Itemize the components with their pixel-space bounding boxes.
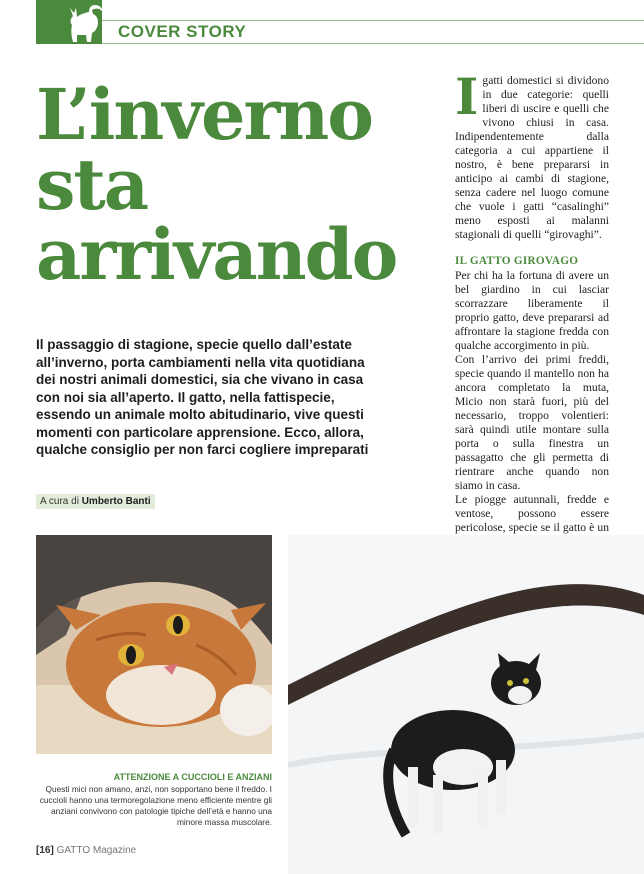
photo-cat-in-snow [288, 535, 644, 874]
page-number: [16] [36, 845, 54, 856]
byline [36, 494, 155, 509]
section-label: COVER STORY [118, 22, 247, 41]
body-column [455, 67, 609, 563]
header-rule-top [102, 20, 644, 21]
header-rule-bottom [102, 43, 644, 44]
photo-orange-cat-under-blanket [36, 535, 272, 754]
byline-prefix: A cura di [40, 496, 79, 507]
intro-paragraph [455, 67, 609, 242]
lead-paragraph: Il passaggio di stagione, specie quello dall’estate all’inverno, porta cambiamenti nella vita quotidiana dei nostri animali domestici, sia che vivano in casa con noi sia all’aperto. Il gatto, nella fattispecie, essendo un animale molto abitudinario, vive questi momenti con particolare apprensione. Ecco, allora, qualche consiglio per non farci cogliere impreparati [36, 337, 369, 457]
article-title [36, 73, 436, 296]
body-paragraph-2: Con l’arrivo dei primi freddi, specie quando il mantello non ha ancora completato la muta, Micio non starà fuori, più del necessario, troppo volentieri: sarà quindi utile montare sulla porta o sulla finestra un passagatto che gli permetta di rientrare anche quando non siamo in casa. [455, 353, 609, 492]
title-line-1: L’inverno [36, 73, 372, 156]
body-paragraph-3: Le piogge autunnali, fredde e ventose, possono essere pericolose, specie se il gatto è un [455, 493, 609, 534]
caption-title: ATTENZIONE A CUCCIOLI E ANZIANI [113, 772, 272, 782]
title-line-3: arrivando [36, 213, 397, 296]
title-line-2: sta [36, 143, 148, 226]
page-footer [36, 845, 136, 856]
cat-silhouette-icon [62, 2, 106, 44]
subhead-gatto-girovago: IL GATTO GIROVAGO [455, 255, 579, 267]
magazine-name: GATTO Magazine [56, 845, 137, 856]
body-paragraph-1: Per chi ha la fortuna di avere un bel giardino in cui lasciar scorrazzare liberamente il proprio gatto, deve prepararsi ad affrontare la stagione fredda con qualche accorgimento in più. [455, 269, 609, 352]
byline-author: Umberto Banti [81, 496, 151, 507]
drop-cap: I [455, 67, 479, 126]
caption-text: Questi mici non amano, anzi, non sopportano bene il freddo. I cuccioli hanno una termoregolazione meno efficiente mentre gli anziani convivono con patologie tipiche dell’età e hanno una minore massa muscolare. [39, 784, 272, 827]
intro-text: gatti domestici si dividono in due categorie: quelli liberi di uscire e quelli che vivono chiusi in casa. Indipendentemente dalla categoria a cui appartiene il nostro, è bene prepararsi in anticipo ai cambi di stagione, senza cadere nel luogo comune che vuole i gatti “casalinghi” meno esposti ai malanni stagionali di quelli “girovaghi”. [455, 74, 609, 241]
